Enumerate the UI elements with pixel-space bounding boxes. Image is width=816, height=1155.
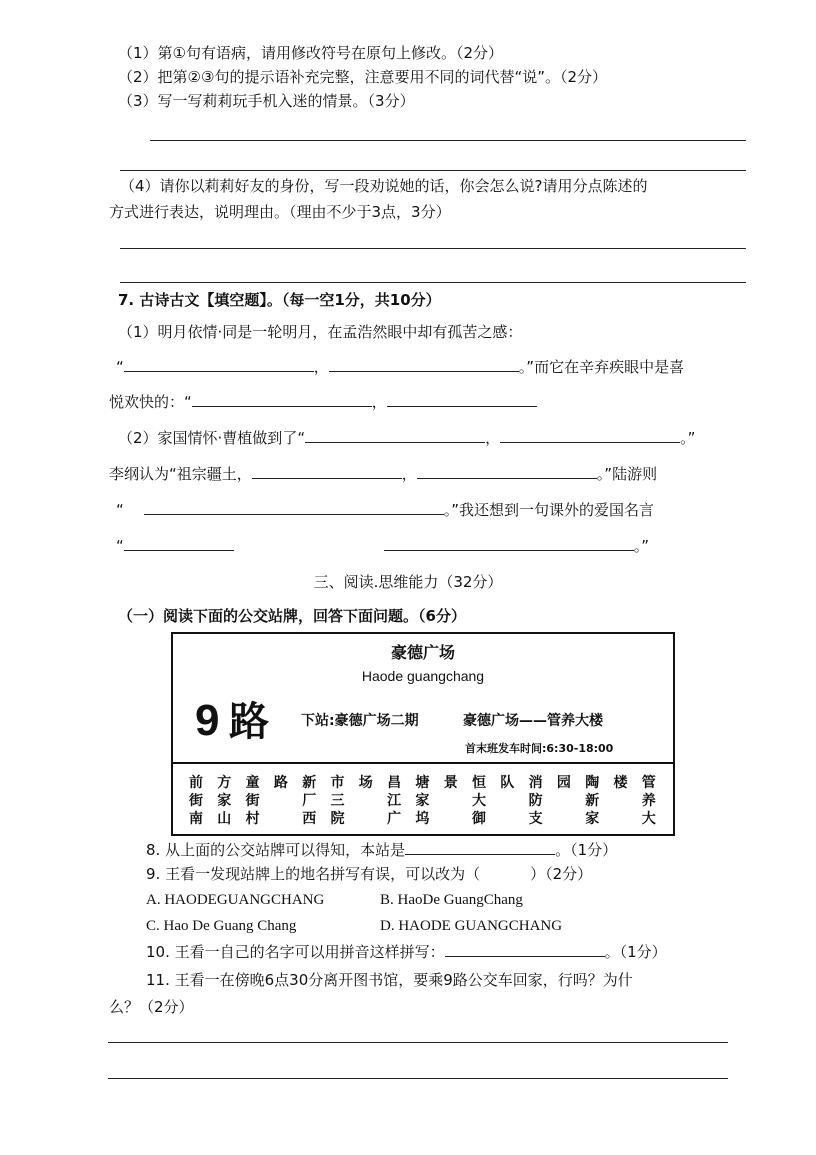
sign-divider — [173, 762, 673, 764]
fill-blank[interactable] — [417, 464, 597, 479]
answer-line[interactable] — [120, 248, 746, 249]
fill-blank[interactable] — [405, 840, 555, 855]
fill-blank[interactable] — [329, 357, 519, 372]
schedule: 首末班发车时间:6:30-18:00 — [465, 742, 614, 755]
route-number: 9 — [195, 696, 220, 745]
fill-blank[interactable] — [445, 942, 605, 957]
station-name: 恒大御 — [472, 775, 486, 827]
q7-part2-cont: 李纲认为“祖宗疆土， ， 。”陆游则 — [109, 465, 658, 483]
answer-line[interactable] — [108, 1042, 728, 1043]
fill-blank[interactable] — [124, 357, 314, 372]
station-name: 塘家坞 — [415, 775, 430, 827]
q7-title: 7. 古诗古文【填空题】。（每一空1分，共10分） — [118, 291, 441, 309]
option-b: B. HaoDe GuangChang — [380, 892, 523, 908]
fill-blank[interactable] — [144, 500, 444, 515]
reading-intro: （一）阅读下面的公交站牌，回答下面问题。（6分） — [118, 607, 466, 625]
station-name: 童街村 — [245, 775, 260, 827]
station-name: 路 — [273, 775, 288, 791]
station-name: 队 — [500, 775, 515, 791]
stop-pinyin: Haode guangchang — [361, 668, 485, 684]
answer-line[interactable] — [120, 282, 746, 283]
q7-part2: （2）家国情怀·曹植做到了“ ， 。” — [118, 429, 696, 447]
route-endpoints: 豪德广场——管养大楼 — [463, 713, 603, 729]
q11-cont: 么？（2分） — [109, 998, 194, 1016]
fill-blank[interactable] — [305, 428, 485, 443]
next-stop: 下站:豪德广场二期 — [301, 713, 419, 729]
fill-blank[interactable] — [384, 536, 634, 551]
q6-sub4-cont: 方式进行表达，说明理由。（理由不少于3点，3分） — [109, 203, 451, 221]
bus-stop-sign — [171, 632, 675, 836]
route-char: 路 — [229, 699, 269, 745]
fill-blank[interactable] — [124, 536, 234, 551]
option-c: C. Hao De Guang Chang — [146, 918, 297, 934]
q7-part2-lu: “ 。”我还想到一句课外的爱国名言 — [116, 501, 655, 519]
fill-blank[interactable] — [387, 392, 537, 407]
answer-line[interactable] — [108, 1078, 728, 1079]
station-name: 方家山 — [217, 775, 232, 827]
answer-line[interactable] — [150, 140, 746, 141]
q10: 10. 王看一自己的名字可以用拼音这样拼写： 。（1分） — [146, 943, 667, 961]
q7-part1-cont: 悦欢快的：“ ， — [109, 392, 537, 412]
q6-sub2: （2）把第②③句的提示语补充完整，注意要用不同的词代替“说”。（2分） — [118, 68, 608, 86]
answer-line[interactable] — [120, 170, 746, 171]
q9: 9. 王看一发现站牌上的地名拼写有误，可以改为（ ）（2分） — [146, 865, 593, 883]
q6-sub4: （4）请你以莉莉好友的身份，写一段劝说她的话，你会怎么说?请用分点陈述的 — [120, 177, 648, 195]
station-name: 前街南 — [189, 775, 203, 827]
station-name: 新厂西 — [302, 775, 317, 827]
q6-sub3: （3）写一写莉莉玩手机入迷的情景。（3分） — [118, 92, 415, 110]
option-d: D. HAODE GUANGCHANG — [380, 918, 563, 934]
station-name: 园 — [556, 775, 571, 791]
station-name: 昌江广 — [387, 775, 402, 827]
station-name: 陶新家 — [585, 775, 600, 827]
section-heading: 三、阅读.思维能力（32分） — [313, 573, 503, 591]
fill-blank[interactable] — [500, 428, 680, 443]
station-name: 市三院 — [330, 775, 345, 827]
q7-part2-extra: “ 。” — [116, 537, 650, 555]
station-name: 景 — [443, 775, 458, 791]
station-name: 消防支 — [528, 775, 543, 827]
stop-name: 豪德广场 — [390, 643, 455, 662]
station-name: 楼 — [613, 775, 628, 791]
q8: 8. 从上面的公交站牌可以得知，本站是 。（1分） — [146, 841, 618, 859]
q7-part1: （1）明月依情·同是一轮明月，在孟浩然眼中却有孤苦之感： — [118, 323, 523, 341]
fill-blank[interactable] — [192, 392, 372, 407]
fill-blank[interactable] — [252, 464, 402, 479]
q7-part1-blanks: “ ， 。”而它在辛弃疾眼中是喜 — [116, 358, 685, 376]
option-a: A. HAODEGUANGCHANG — [146, 892, 325, 908]
q11: 11. 王看一在傍晚6点30分离开图书馆，要乘9路公交车回家，行吗？为什 — [146, 971, 633, 989]
q6-sub1: （1）第①句有语病，请用修改符号在原句上修改。（2分） — [118, 44, 504, 62]
station-name: 场 — [358, 775, 373, 791]
station-name: 管养大 — [641, 775, 656, 827]
